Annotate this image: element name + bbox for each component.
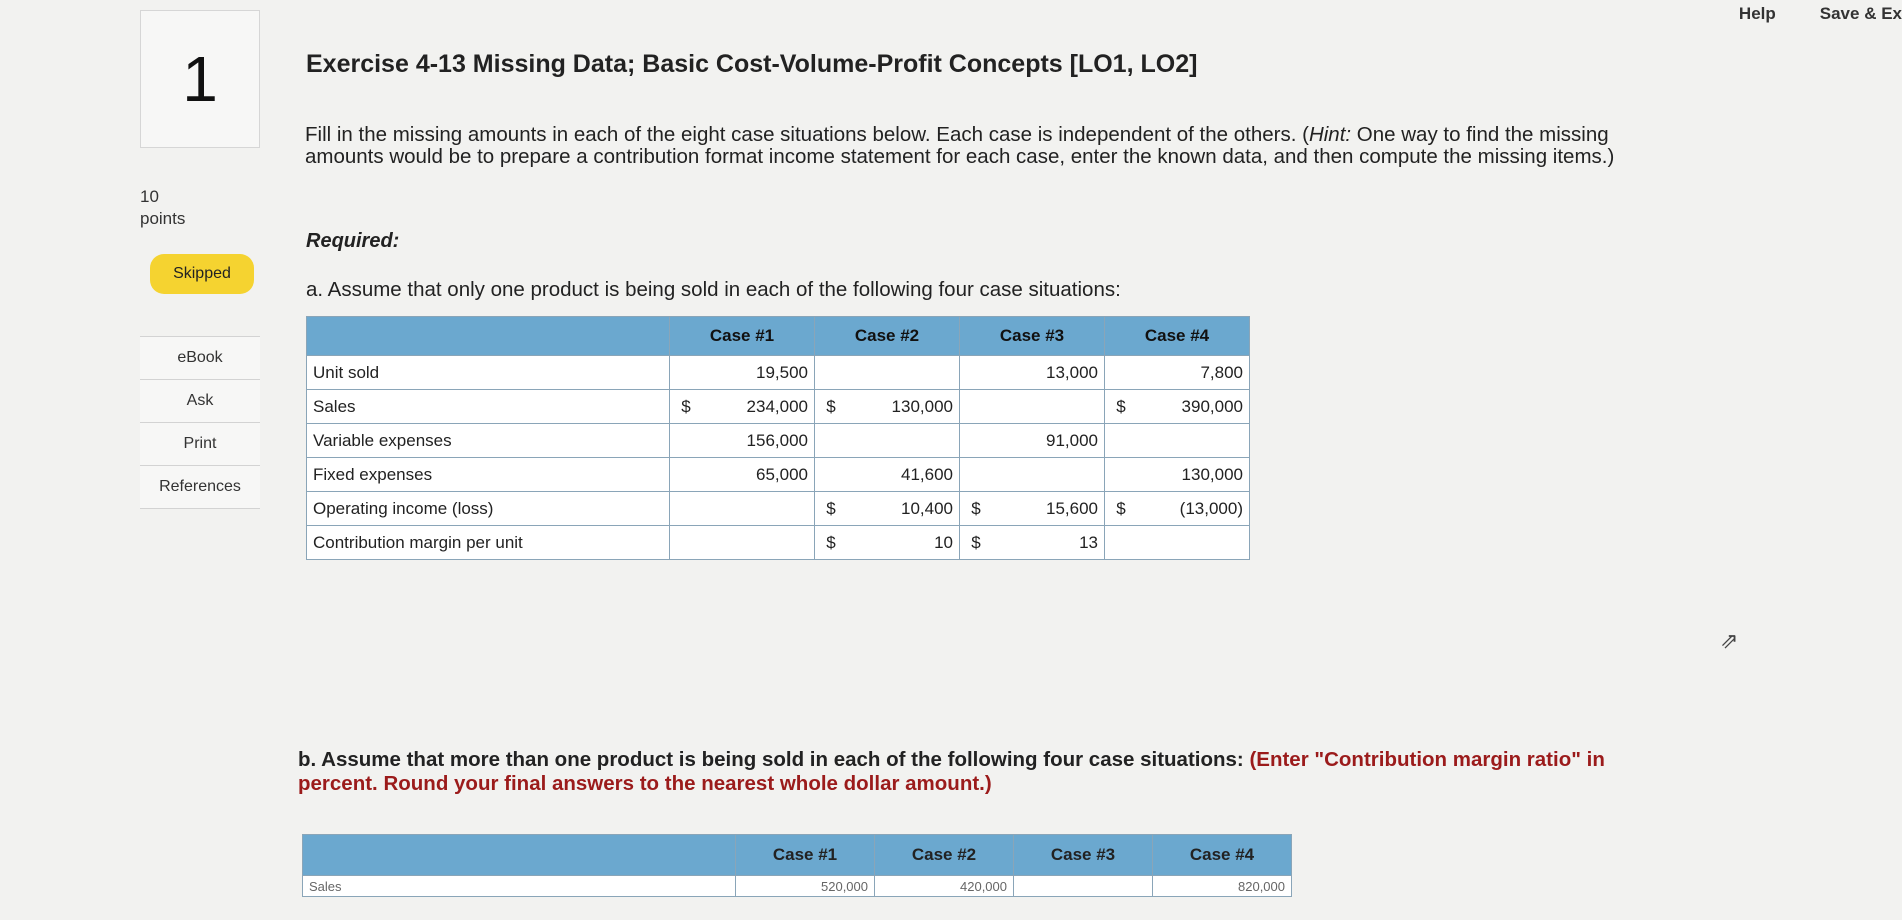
part-b-note: (Enter "Contribution margin ratio" in percent. Round your final answers to the nearest whole dollar amount.) bbox=[298, 748, 1605, 795]
case-1-input[interactable] bbox=[702, 526, 815, 560]
currency-symbol bbox=[670, 458, 703, 492]
currency-symbol bbox=[670, 356, 703, 390]
currency-symbol bbox=[815, 424, 848, 458]
table-row bbox=[307, 458, 1250, 492]
case-4-input[interactable]: (13,000) bbox=[1137, 492, 1250, 526]
case-2-input[interactable] bbox=[847, 424, 960, 458]
case-2-input[interactable] bbox=[847, 356, 960, 390]
row-label: Sales bbox=[307, 390, 670, 424]
table-row bbox=[307, 492, 1250, 526]
currency-symbol bbox=[960, 458, 993, 492]
case-3-input[interactable]: 15,600 bbox=[992, 492, 1105, 526]
table-b-header-case-2: Case #2 bbox=[875, 835, 1014, 876]
case-4-input[interactable] bbox=[1137, 526, 1250, 560]
case-3-input[interactable]: 13,000 bbox=[992, 356, 1105, 390]
table-row bbox=[307, 526, 1250, 560]
instructions-part-2: One way to find the missing amounts would be to prepare a contribution format income statement for each case, enter the known data, and then compute the missing items.) bbox=[305, 123, 1615, 168]
save-exit-link[interactable]: Save & Ex bbox=[1819, 4, 1902, 23]
table-row bbox=[307, 390, 1250, 424]
case-4-input[interactable]: 390,000 bbox=[1137, 390, 1250, 424]
currency-symbol bbox=[960, 390, 993, 424]
header-case-3: Case #3 bbox=[960, 317, 1105, 356]
resource-sidebar bbox=[140, 336, 260, 509]
currency-symbol bbox=[670, 492, 703, 526]
currency-symbol: $ bbox=[960, 492, 993, 526]
sidebar-item-ask[interactable]: Ask bbox=[140, 380, 260, 423]
part-b-lead: b. Assume that more than one product is being sold in each of the following four case situations: bbox=[298, 748, 1250, 771]
row-label: Fixed expenses bbox=[307, 458, 670, 492]
sidebar-item-print[interactable]: Print bbox=[140, 423, 260, 466]
row-label: Contribution margin per unit bbox=[307, 526, 670, 560]
table-b-input-case-2[interactable]: 420,000 bbox=[875, 876, 1014, 897]
case-3-input[interactable] bbox=[992, 458, 1105, 492]
status-badge: Skipped bbox=[150, 254, 254, 294]
row-label: Variable expenses bbox=[307, 424, 670, 458]
case-1-input[interactable]: 156,000 bbox=[702, 424, 815, 458]
case-2-input[interactable]: 41,600 bbox=[847, 458, 960, 492]
header-case-1: Case #1 bbox=[670, 317, 815, 356]
points-label: points bbox=[140, 209, 186, 228]
table-header-blank bbox=[307, 317, 670, 356]
case-1-input[interactable]: 19,500 bbox=[702, 356, 815, 390]
case-3-input[interactable]: 13 bbox=[992, 526, 1105, 560]
currency-symbol bbox=[815, 458, 848, 492]
currency-symbol: $ bbox=[815, 390, 848, 424]
table-b-input-case-3[interactable] bbox=[1014, 876, 1153, 897]
case-2-input[interactable]: 130,000 bbox=[847, 390, 960, 424]
mouse-cursor-icon: ⇗ bbox=[1720, 628, 1739, 653]
currency-symbol bbox=[1105, 458, 1138, 492]
case-3-input[interactable] bbox=[992, 390, 1105, 424]
table-b-input-case-1[interactable]: 520,000 bbox=[736, 876, 875, 897]
help-link[interactable]: Help bbox=[1738, 4, 1776, 23]
table-b-header-case-1: Case #1 bbox=[736, 835, 875, 876]
table-b-input-case-4[interactable]: 820,000 bbox=[1153, 876, 1292, 897]
table-b-header-blank bbox=[303, 835, 736, 876]
required-heading: Required: bbox=[306, 230, 400, 252]
table-row bbox=[307, 424, 1250, 458]
currency-symbol bbox=[670, 526, 703, 560]
instructions-part-1: Fill in the missing amounts in each of the eight case situations below. Each case is independent of the others. ( bbox=[305, 123, 1309, 146]
instructions bbox=[305, 124, 1625, 168]
question-number[interactable]: 1 bbox=[140, 10, 260, 148]
case-3-input[interactable]: 91,000 bbox=[992, 424, 1105, 458]
currency-symbol bbox=[1105, 424, 1138, 458]
currency-symbol: $ bbox=[815, 526, 848, 560]
table-b-header-case-4: Case #4 bbox=[1153, 835, 1292, 876]
points-value: 10 bbox=[140, 187, 159, 206]
hint-label: Hint: bbox=[1308, 123, 1352, 146]
case-table-a bbox=[306, 316, 1250, 560]
currency-symbol: $ bbox=[1105, 492, 1138, 526]
case-1-input[interactable]: 65,000 bbox=[702, 458, 815, 492]
currency-symbol bbox=[1105, 526, 1138, 560]
currency-symbol: $ bbox=[670, 390, 703, 424]
currency-symbol bbox=[960, 356, 993, 390]
case-4-input[interactable]: 7,800 bbox=[1137, 356, 1250, 390]
sidebar-item-references[interactable]: References bbox=[140, 466, 260, 509]
part-a-text: a. Assume that only one product is being sold in each of the following four case situations: bbox=[306, 278, 1121, 301]
case-4-input[interactable]: 130,000 bbox=[1137, 458, 1250, 492]
row-label: Unit sold bbox=[307, 356, 670, 390]
top-bar bbox=[1739, 4, 1902, 24]
sidebar-item-ebook[interactable]: eBook bbox=[140, 336, 260, 380]
points-info bbox=[140, 186, 185, 230]
currency-symbol bbox=[815, 356, 848, 390]
case-table-b bbox=[302, 834, 1292, 897]
currency-symbol: $ bbox=[815, 492, 848, 526]
row-label: Operating income (loss) bbox=[307, 492, 670, 526]
currency-symbol bbox=[670, 424, 703, 458]
part-b-text bbox=[298, 748, 1638, 796]
currency-symbol: $ bbox=[1105, 390, 1138, 424]
case-2-input[interactable]: 10 bbox=[847, 526, 960, 560]
currency-symbol: $ bbox=[960, 526, 993, 560]
table-b-row bbox=[303, 876, 1292, 897]
page-title: Exercise 4-13 Missing Data; Basic Cost-Volume-Profit Concepts [LO1, LO2] bbox=[306, 50, 1198, 78]
table-b-row-label: Sales bbox=[303, 876, 736, 897]
table-row bbox=[307, 356, 1250, 390]
header-case-2: Case #2 bbox=[815, 317, 960, 356]
header-case-4: Case #4 bbox=[1105, 317, 1250, 356]
case-1-input[interactable]: 234,000 bbox=[702, 390, 815, 424]
case-2-input[interactable]: 10,400 bbox=[847, 492, 960, 526]
case-4-input[interactable] bbox=[1137, 424, 1250, 458]
currency-symbol bbox=[1105, 356, 1138, 390]
table-b-header-case-3: Case #3 bbox=[1014, 835, 1153, 876]
case-1-input[interactable] bbox=[702, 492, 815, 526]
currency-symbol bbox=[960, 424, 993, 458]
